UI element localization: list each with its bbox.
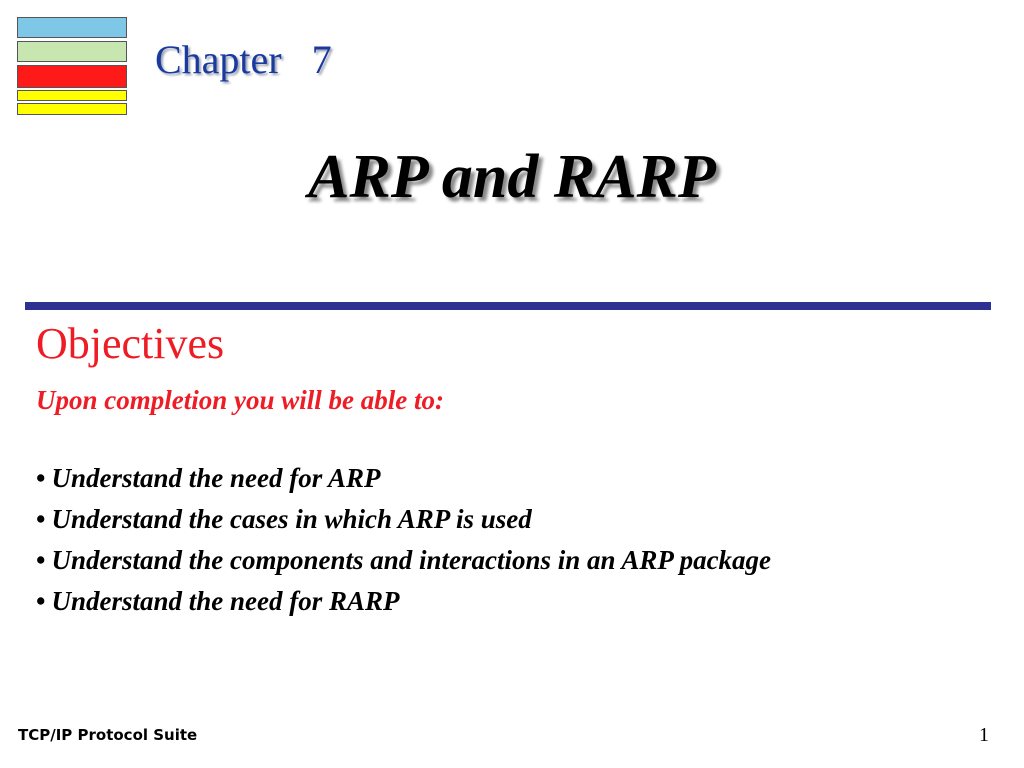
objective-item — [36, 499, 771, 540]
objective-text: Understand the need for RARP — [51, 586, 400, 616]
decor-stripe-cyan — [17, 17, 127, 38]
objective-item — [36, 581, 771, 622]
decor-stripe-green — [17, 41, 127, 62]
bullet-icon: • — [36, 504, 46, 534]
bullet-icon: • — [36, 463, 46, 493]
objectives-heading: Objectives — [36, 319, 225, 368]
objective-item — [36, 540, 771, 581]
slide-title: ARP and RARP — [308, 143, 716, 211]
decor-stripe-yellow-1 — [17, 90, 127, 101]
objective-text: Understand the components and interactions in an ARP package — [51, 545, 772, 575]
decor-stripe-yellow-2 — [17, 103, 127, 115]
bullet-icon: • — [36, 586, 46, 616]
decor-stripe-red — [17, 65, 127, 88]
objectives-intro: Upon completion you will be able to: — [36, 385, 444, 415]
bullet-icon: • — [36, 545, 46, 575]
chapter-label: Chapter 7 — [155, 37, 332, 82]
page-number: 1 — [979, 724, 989, 746]
objective-text: Understand the cases in which ARP is used — [51, 504, 532, 534]
objective-item — [36, 458, 771, 499]
objective-text: Understand the need for ARP — [51, 463, 381, 493]
objectives-list — [36, 458, 771, 622]
divider-rule — [25, 302, 991, 310]
footer-course-title: TCP/IP Protocol Suite — [18, 726, 198, 744]
